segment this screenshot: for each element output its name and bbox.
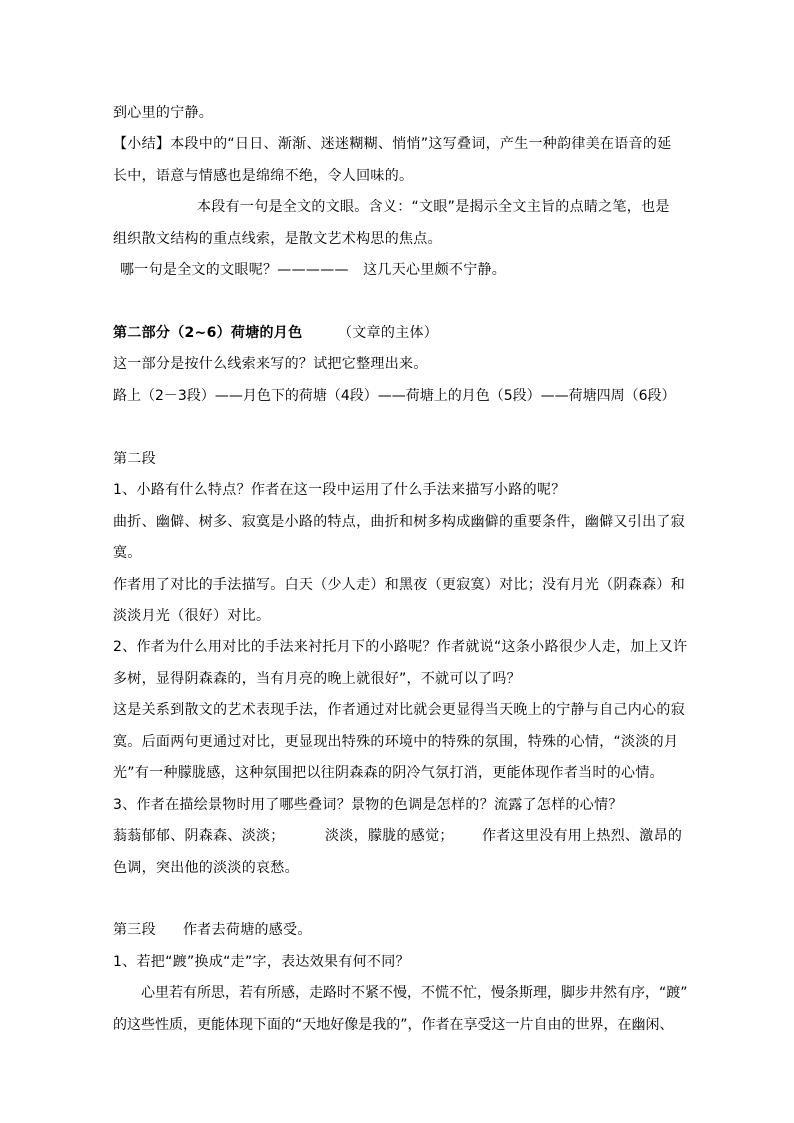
question-line: 1、若把“踱”换成“走”字，表达效果有何不同？	[113, 954, 410, 970]
text-line: 淡淡，朦胧的感觉；	[325, 828, 454, 844]
text-line: 色调，突出他的淡淡的哀愁。	[113, 860, 299, 876]
text-line: 本段有一句是全文的文眼。含义：“文眼”是揭示全文主旨的点睛之笔，也是	[197, 199, 670, 215]
text-line: 这一部分是按什么线索来写的？试把它整理出来。	[113, 356, 428, 372]
paragraph-heading: 第二段	[113, 451, 156, 467]
text-line: 作者用了对比的手法描写。白天（少人走）和黑夜（更寂寞）对比；没有月光（阴森森）和	[113, 577, 685, 593]
section-heading: 第二部分（2~6）荷塘的月色	[113, 325, 303, 341]
section-note: （文章的主体）	[338, 325, 439, 341]
text-line: 曲折、幽僻、树多、寂寞是小路的特点，曲折和树多构成幽僻的重要条件，幽僻又引出了寂	[113, 514, 685, 530]
question-line: 哪一句是全文的文眼呢？————— 这几天心里颇不宁静。	[120, 262, 507, 278]
question-line: 3、作者在描绘景物时用了哪些叠词？景物的色调是怎样的？流露了怎样的心情？	[113, 797, 623, 813]
text-line: 光”有一种朦胧感，这种氛围把以往阴森森的阴冷气氛打消，更能体现作者当时的心情。	[113, 765, 664, 781]
text-line: 长中，语意与情感也是绵绵不绝，令人回味的。	[113, 168, 414, 184]
text-line: 寞。后面两句更通过对比，更显现出特殊的环境中的特殊的氛围，特殊的心情，“淡淡的月	[113, 734, 679, 750]
paragraph-note: 作者去荷塘的感受。	[183, 922, 312, 938]
question-line: 2、作者为什么用对比的手法来衬托月下的小路呢？作者就说“这条小路很少人走，加上又许	[113, 639, 688, 655]
text-line: 的这些性质，更能体现下面的“天地好像是我的”，作者在享受这一片自由的世界，在幽闲、	[113, 1017, 674, 1033]
text-line: 到心里的宁静。	[113, 105, 214, 121]
text-line: 心里若有所思，若有所感，走路时不紧不慢，不慌不忙，慢条斯理，脚步井然有序，“踱”	[141, 985, 688, 1001]
text-line: 路上（2－3段）——月色下的荷塘（4段）——荷塘上的月色（5段）——荷塘四周（6段）	[113, 388, 676, 404]
text-line: 淡淡月光（很好）对比。	[113, 608, 271, 624]
text-line: 作者这里没有用上热烈、激昂的	[482, 828, 683, 844]
text-line: 组织散文结构的重点线索，是散文艺术构思的焦点。	[113, 231, 442, 247]
text-line: 蓊蓊郁郁、阴森森、淡淡；	[113, 828, 285, 844]
text-line: 多树，显得阴森森的，当有月亮的晚上就很好”，不就可以了吗？	[113, 671, 521, 687]
text-line: 寞。	[113, 545, 142, 561]
text-line: 这是关系到散文的艺术表现手法，作者通过对比就会更显得当天晚上的宁静与自己内心的寂	[113, 702, 685, 718]
summary-paragraph-line: 【小结】本段中的“日日、渐渐、迷迷糊糊、悄悄”这写叠词，产生一种韵律美在语音的延	[113, 136, 672, 152]
question-line: 1、小路有什么特点？作者在这一段中运用了什么手法来描写小路的呢？	[113, 482, 566, 498]
paragraph-heading: 第三段	[113, 922, 156, 938]
